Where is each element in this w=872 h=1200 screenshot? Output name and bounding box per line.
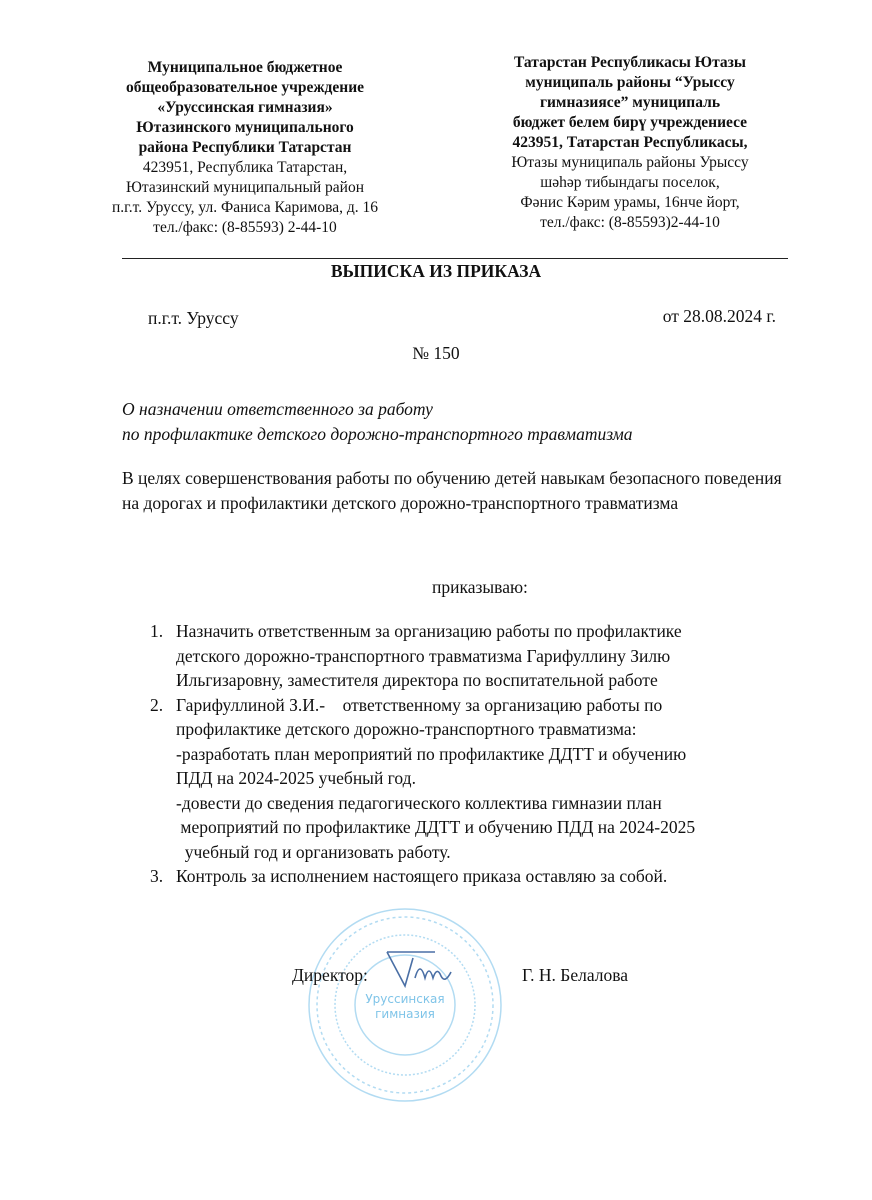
header-line: муниципаль районы “Урыссу xyxy=(525,74,735,91)
header-line: п.г.т. Уруссу, ул. Фаниса Каримова, д. 16 xyxy=(111,199,378,216)
item-number: 2. xyxy=(150,694,164,715)
header-line: 423951, Татарстан Республикасы, xyxy=(512,134,748,151)
header-line: Муниципальное бюджетное xyxy=(147,59,343,76)
order-items xyxy=(150,619,695,889)
date: от 28.08.2024 г. xyxy=(662,306,776,326)
subject xyxy=(122,397,633,447)
item-number: 1. xyxy=(150,621,164,641)
subject-line: по профилактике детского дорожно-транспортного травматизма xyxy=(122,424,633,444)
stamp-seal xyxy=(305,905,505,1105)
subject-line: О назначении ответственного за работу xyxy=(122,399,433,419)
item-line: детского дорожно-транспортного травматизма Гарифуллину Зилю xyxy=(176,645,671,666)
header-line: шәһәр тибындагы поселок, xyxy=(540,174,720,191)
item-line: учебный год и организовать работу. xyxy=(176,841,451,862)
item-number: 3. xyxy=(150,866,164,886)
signature xyxy=(385,948,465,993)
header-line: 423951, Республика Татарстан, xyxy=(142,159,348,176)
header-line: района Республики Татарстан xyxy=(138,139,352,156)
header-line: общеобразовательное учреждение xyxy=(125,79,365,96)
header-line: Ютазы муниципаль районы Урыссу xyxy=(511,154,749,171)
director-label: Директор: xyxy=(292,965,368,985)
item-line: -довести до сведения педагогического коллектива гимназии план xyxy=(176,792,662,813)
header-line: «Уруссинская гимназия» xyxy=(157,99,333,116)
item-line: профилактике детского дорожно-транспортного травматизма: xyxy=(176,719,637,739)
header-line: бюджет белем бирү учреждениесе xyxy=(512,114,748,131)
header-line: тел./факс: (8-85593) 2-44-10 xyxy=(153,219,337,236)
list-item xyxy=(150,693,695,865)
item-line: Ильгизаровну, заместителя директора по воспитательной работе xyxy=(176,670,658,690)
order-word: приказываю: xyxy=(432,577,528,597)
item-line: ПДД на 2024-2025 учебный год. xyxy=(176,768,416,788)
svg-text:гимназия: гимназия xyxy=(375,1007,435,1021)
header-line: Ютазинского муниципального xyxy=(136,119,354,136)
place: п.г.т. Уруссу xyxy=(148,308,239,328)
item-line: Назначить ответственным за организацию работы по профилактике xyxy=(176,621,682,641)
director-name: Г. Н. Белалова xyxy=(522,965,629,985)
item-line: -разработать план мероприятий по профилактике ДДТТ и обучению xyxy=(176,743,687,764)
header-right xyxy=(460,53,800,233)
item-line: мероприятий по профилактике ДДТТ и обучению ПДД на 2024-2025 xyxy=(176,817,696,837)
list-item xyxy=(150,619,695,693)
header-line: тел./факс: (8-85593)2-44-10 xyxy=(540,214,720,231)
header-line: Ютазинский муниципальный район xyxy=(125,179,365,196)
preamble: В целях совершенствования работы по обучению детей навыкам безопасного поведения на дорогах и профилактики детского дорожно-транспортного травматизма xyxy=(122,468,782,513)
header-line: Фәнис Кәрим урамы, 16нче йорт, xyxy=(520,194,740,211)
item-line: Гарифуллиной З.И.- ответственному за организацию работы по xyxy=(176,694,663,715)
item-line: Контроль за исполнением настоящего приказа оставляю за собой. xyxy=(176,866,668,886)
svg-text:Уруссинская: Уруссинская xyxy=(365,992,445,1006)
list-item xyxy=(150,864,695,889)
header-line: гимназиясе” муниципаль xyxy=(539,94,721,111)
header-line: Татарстан Республикасы Ютазы xyxy=(513,54,747,71)
document-title: ВЫПИСКА ИЗ ПРИКАЗА xyxy=(330,261,542,281)
header-left xyxy=(85,58,405,238)
order-number: № 150 xyxy=(412,343,460,363)
